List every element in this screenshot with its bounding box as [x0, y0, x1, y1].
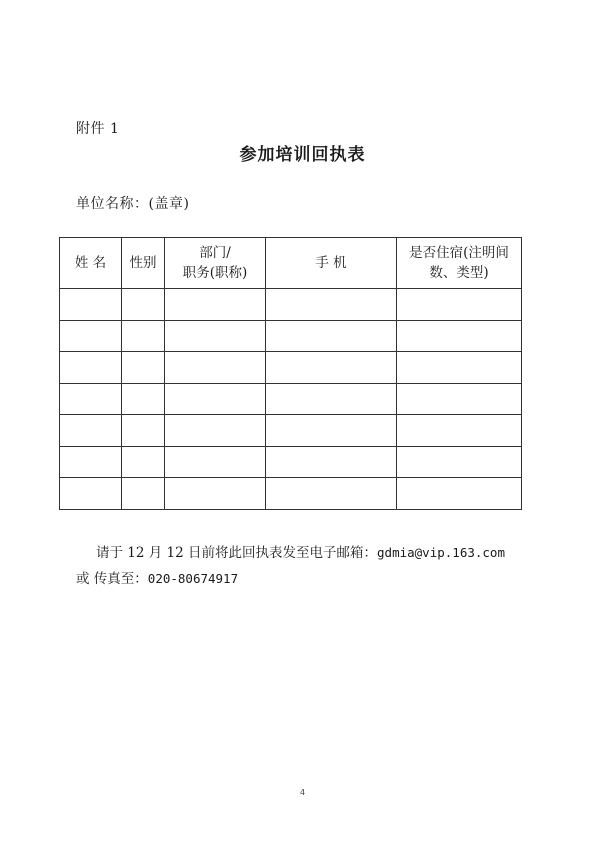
- table-row: [60, 446, 522, 478]
- fax-instruction-text: 或 传真至：: [76, 571, 148, 587]
- header-accommodation-line2: 数、类型): [429, 265, 489, 281]
- table-row: [60, 383, 522, 415]
- cell-gender[interactable]: [122, 383, 165, 415]
- submission-instruction-text: 请于 12 月 12 日前将此回执表发至电子邮箱：: [96, 545, 378, 561]
- attachment-label: 附件 1: [76, 121, 120, 137]
- cell-gender[interactable]: [122, 289, 165, 321]
- header-gender: [122, 238, 165, 289]
- cell-department[interactable]: [165, 446, 266, 478]
- table-row: [60, 478, 522, 510]
- submission-instruction: [96, 541, 505, 561]
- cell-mobile[interactable]: [266, 446, 397, 478]
- cell-gender[interactable]: [122, 352, 165, 384]
- cell-department[interactable]: [165, 415, 266, 447]
- document-title: 参加培训回执表: [239, 145, 366, 165]
- cell-gender[interactable]: [122, 320, 165, 352]
- table-row: [60, 352, 522, 384]
- contact-email[interactable]: gdmia@vip.163.com: [377, 545, 505, 560]
- table-row: [60, 320, 522, 352]
- cell-accommodation[interactable]: [397, 478, 522, 510]
- header-department-line2: 职务(职称): [182, 265, 248, 281]
- fax-number: 020-80674917: [147, 571, 239, 586]
- cell-accommodation[interactable]: [397, 383, 522, 415]
- cell-name[interactable]: [60, 289, 122, 321]
- cell-mobile[interactable]: [266, 289, 397, 321]
- cell-name[interactable]: [60, 383, 122, 415]
- cell-name[interactable]: [60, 320, 122, 352]
- cell-gender[interactable]: [122, 415, 165, 447]
- cell-department[interactable]: [165, 383, 266, 415]
- header-accommodation: [397, 238, 522, 289]
- header-department-line1: 部门/: [199, 245, 231, 261]
- header-accommodation-line1: 是否住宿(注明间: [409, 245, 509, 261]
- cell-department[interactable]: [165, 352, 266, 384]
- fax-instruction: [76, 567, 238, 587]
- cell-mobile[interactable]: [266, 320, 397, 352]
- cell-gender[interactable]: [122, 446, 165, 478]
- header-gender-text: 性别: [129, 255, 157, 271]
- cell-name[interactable]: [60, 446, 122, 478]
- cell-accommodation[interactable]: [397, 415, 522, 447]
- header-department-position: [165, 238, 266, 289]
- cell-accommodation[interactable]: [397, 352, 522, 384]
- cell-department[interactable]: [165, 320, 266, 352]
- cell-gender[interactable]: [122, 478, 165, 510]
- cell-department[interactable]: [165, 289, 266, 321]
- header-name: [60, 238, 122, 289]
- cell-name[interactable]: [60, 415, 122, 447]
- cell-mobile[interactable]: [266, 415, 397, 447]
- cell-mobile[interactable]: [266, 478, 397, 510]
- cell-name[interactable]: [60, 352, 122, 384]
- header-name-text: 姓 名: [74, 255, 107, 271]
- cell-accommodation[interactable]: [397, 320, 522, 352]
- table-row: [60, 289, 522, 321]
- header-mobile-text: 手 机: [315, 255, 347, 271]
- registration-form-table: [59, 237, 522, 510]
- table-row: [60, 415, 522, 447]
- cell-accommodation[interactable]: [397, 289, 522, 321]
- cell-accommodation[interactable]: [397, 446, 522, 478]
- cell-mobile[interactable]: [266, 383, 397, 415]
- table-header-row: [60, 238, 522, 289]
- cell-mobile[interactable]: [266, 352, 397, 384]
- page-number: 4: [299, 788, 306, 797]
- cell-name[interactable]: [60, 478, 122, 510]
- cell-department[interactable]: [165, 478, 266, 510]
- unit-name-label: 单位名称：(盖章): [76, 196, 190, 212]
- header-mobile: [266, 238, 397, 289]
